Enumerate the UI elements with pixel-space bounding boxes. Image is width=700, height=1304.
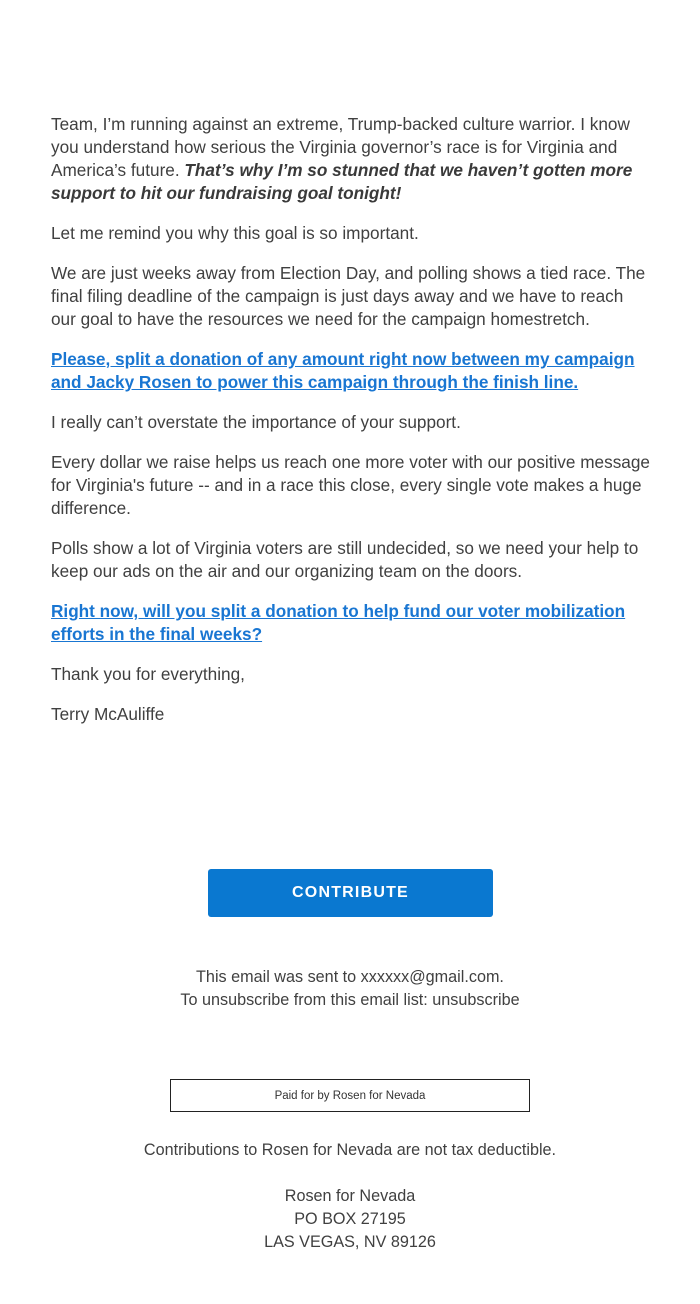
paragraph-polls: Polls show a lot of Virginia voters are still undecided, so we need your help to keep our ads on the air and our organizing team on the doors. [51, 538, 639, 581]
signature: Terry McAuliffe [51, 704, 165, 724]
sent-to-text: This email was sent to xxxxxx@gmail.com. [196, 968, 504, 986]
mailing-address [0, 1185, 700, 1254]
unsubscribe-prefix: To unsubscribe from this email list: [180, 991, 433, 1009]
intro-emphasis: That’s why I’m so stunned that we haven’t gotten more support to hit our fundraising goal tonight! [51, 160, 633, 203]
signoff: Thank you for everything, [51, 664, 245, 684]
paragraph-importance: I really can’t overstate the importance of your support. [51, 412, 461, 432]
paragraph-every-dollar: Every dollar we raise helps us reach one more voter with our positive message for Virginia's future -- and in a race this close, every single vote makes a huge difference. [51, 452, 650, 518]
donation-link-split[interactable]: Please, split a donation of any amount right now between my campaign and Jacky Rosen to power this campaign through the finish line. [51, 349, 635, 392]
unsubscribe-line [0, 989, 700, 1012]
paragraph-election: We are just weeks away from Election Day, and polling shows a tied race. The final filing deadline of the campaign is just days away and we have to reach our goal to have the resources we need for the campaign homestretch. [51, 263, 646, 329]
paragraph-link-2 [51, 600, 651, 646]
org-name: Rosen for Nevada [284, 1187, 416, 1205]
tax-note: Contributions to Rosen for Nevada are not tax deductible. [143, 1141, 557, 1159]
email-body [51, 113, 651, 743]
sent-to-note [0, 966, 700, 1012]
paragraph-remind: Let me remind you why this goal is so important. [51, 223, 419, 243]
paid-for-disclaimer: Paid for by Rosen for Nevada [170, 1079, 530, 1112]
unsubscribe-link[interactable]: unsubscribe [432, 991, 520, 1009]
contribute-button[interactable]: CONTRIBUTE [208, 869, 493, 917]
intro-text: Team, I’m running against an extreme, Trump-backed culture warrior. I know you understand how serious the Virginia governor’s race is for Virginia and America’s future. [51, 114, 630, 180]
paragraph-intro [51, 113, 651, 205]
city-state-zip: LAS VEGAS, NV 89126 [264, 1233, 436, 1251]
paragraph-link-1 [51, 348, 651, 394]
po-box: PO BOX 27195 [294, 1210, 406, 1228]
donation-link-mobilization[interactable]: Right now, will you split a donation to help fund our voter mobilization efforts in the final weeks? [51, 601, 626, 644]
